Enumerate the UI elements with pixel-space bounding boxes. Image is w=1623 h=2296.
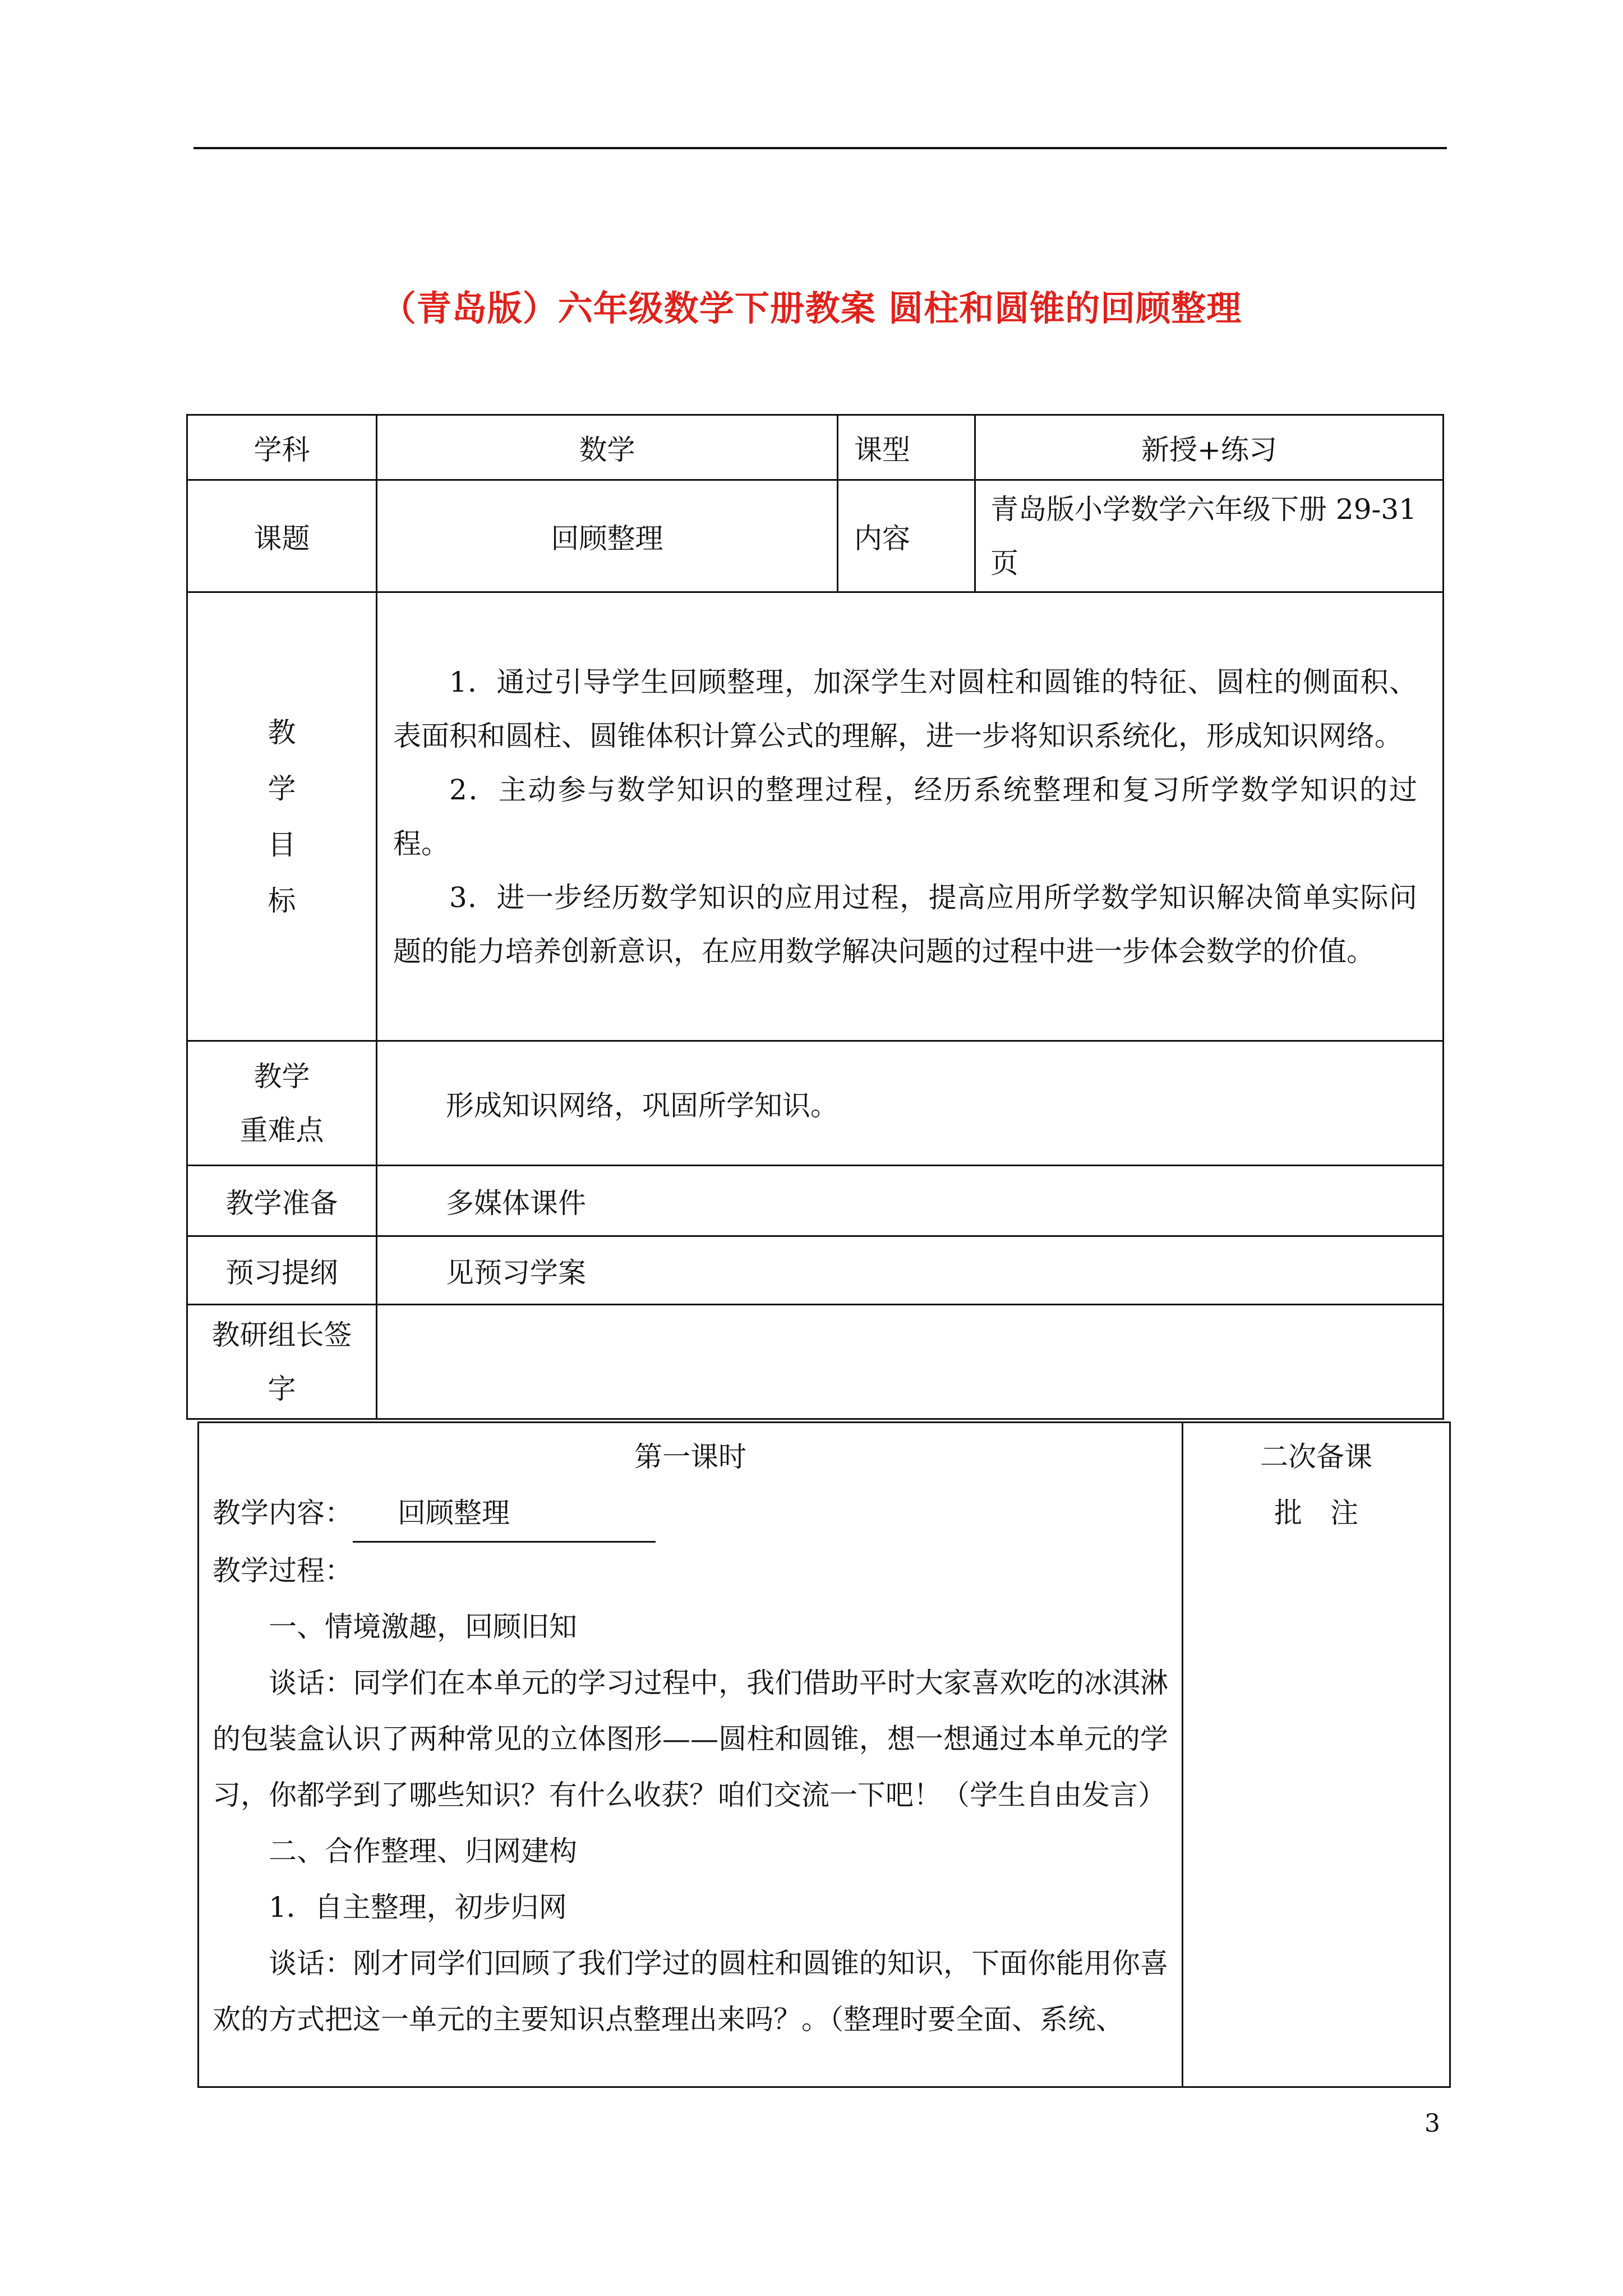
goal-item: 3．进一步经历数学知识的应用过程，提高应用所学数学知识解决简单实际问题的能力培养创新意识，在应用数学解决问题的过程中进一步体会数学的价值。 <box>393 881 1417 968</box>
goals-content <box>377 592 1444 1041</box>
key-label-line2: 重难点 <box>239 1114 324 1147</box>
content-value: 青岛版小学数学六年级下册 29-31 页 <box>975 480 1444 592</box>
goals-label <box>187 592 377 1041</box>
lesson-content-line <box>213 1485 1168 1543</box>
row-topic <box>187 480 1444 592</box>
goals-label-char: 教 <box>268 716 296 749</box>
section-heading: 二、合作整理、归网建构 <box>269 1835 577 1867</box>
row-goals <box>187 592 1444 1041</box>
goals-label-char: 学 <box>268 772 296 805</box>
row-subject <box>187 415 1444 480</box>
lesson-process-table <box>197 1421 1451 2088</box>
preview-value: 见预习学案 <box>377 1236 1444 1305</box>
sub-heading: 1．自主整理，初步归网 <box>269 1891 567 1924</box>
goals-label-char: 标 <box>268 884 296 917</box>
goal-item: 1．通过引导学生回顾整理，加深学生对圆柱和圆锥的特征、圆柱的侧面积、表面积和圆柱、圆锥体积计算公式的理解，进一步将知识系统化，形成知识网络。 <box>393 665 1417 752</box>
lesson-info-table <box>186 414 1444 1420</box>
lesson-content <box>199 1423 1183 2087</box>
prep-label: 教学准备 <box>187 1166 377 1236</box>
sign-label: 教研组长签字 <box>187 1305 377 1419</box>
row-key-points <box>187 1041 1444 1166</box>
page-number: 3 <box>1424 2109 1440 2138</box>
preview-label: 预习提纲 <box>187 1236 377 1305</box>
lesson-content-label: 教学内容： <box>213 1497 353 1529</box>
type-label: 课型 <box>838 415 975 480</box>
row-sign <box>187 1305 1444 1419</box>
talk-paragraph: 谈话：刚才同学们回顾了我们学过的圆柱和圆锥的知识，下面你能用你喜欢的方式把这一单元的主要知识点整理出来吗？。（整理时要全面、系统、 <box>213 1947 1168 2036</box>
row-preview <box>187 1236 1444 1305</box>
content-label: 内容 <box>838 480 975 592</box>
topic-value: 回顾整理 <box>377 480 838 592</box>
subject-value: 数学 <box>377 415 838 480</box>
key-label <box>187 1041 377 1166</box>
section-heading: 一、情境激趣，回顾旧知 <box>269 1611 577 1643</box>
process-label: 教学过程： <box>213 1554 353 1587</box>
review-notes <box>1183 1423 1450 2087</box>
type-value: 新授+练习 <box>975 415 1444 480</box>
lesson-content-value: 回顾整理 <box>353 1485 656 1543</box>
row-lesson <box>199 1423 1450 2087</box>
goals-label-char: 目 <box>268 828 296 861</box>
key-label-line1: 教学 <box>253 1060 310 1093</box>
subject-label: 学科 <box>187 415 377 480</box>
note-subtitle: 批 注 <box>1274 1497 1358 1529</box>
goal-item: 2．主动参与数学知识的整理过程，经历系统整理和复习所学数学知识的过程。 <box>393 773 1417 860</box>
prep-value: 多媒体课件 <box>377 1166 1444 1236</box>
talk-paragraph: 谈话：同学们在本单元的学习过程中，我们借助平时大家喜欢吃的冰淇淋的包装盒认识了两种常见的立体图形——圆柱和圆锥，想一想通过本单元的学习，你都学到了哪些知识？有什么收获？咱们交流一下吧！（学生自由发言） <box>213 1667 1168 1811</box>
sign-value <box>377 1305 1444 1419</box>
topic-label: 课题 <box>187 480 377 592</box>
key-value: 形成知识网络，巩固所学知识。 <box>377 1041 1444 1166</box>
note-title: 二次备课 <box>1260 1441 1372 1473</box>
period-title: 第一课时 <box>634 1441 746 1473</box>
document-title: （青岛版）六年级数学下册教案 圆柱和圆锥的回顾整理 <box>381 288 1242 329</box>
row-prep <box>187 1166 1444 1236</box>
header-rule <box>193 147 1447 149</box>
